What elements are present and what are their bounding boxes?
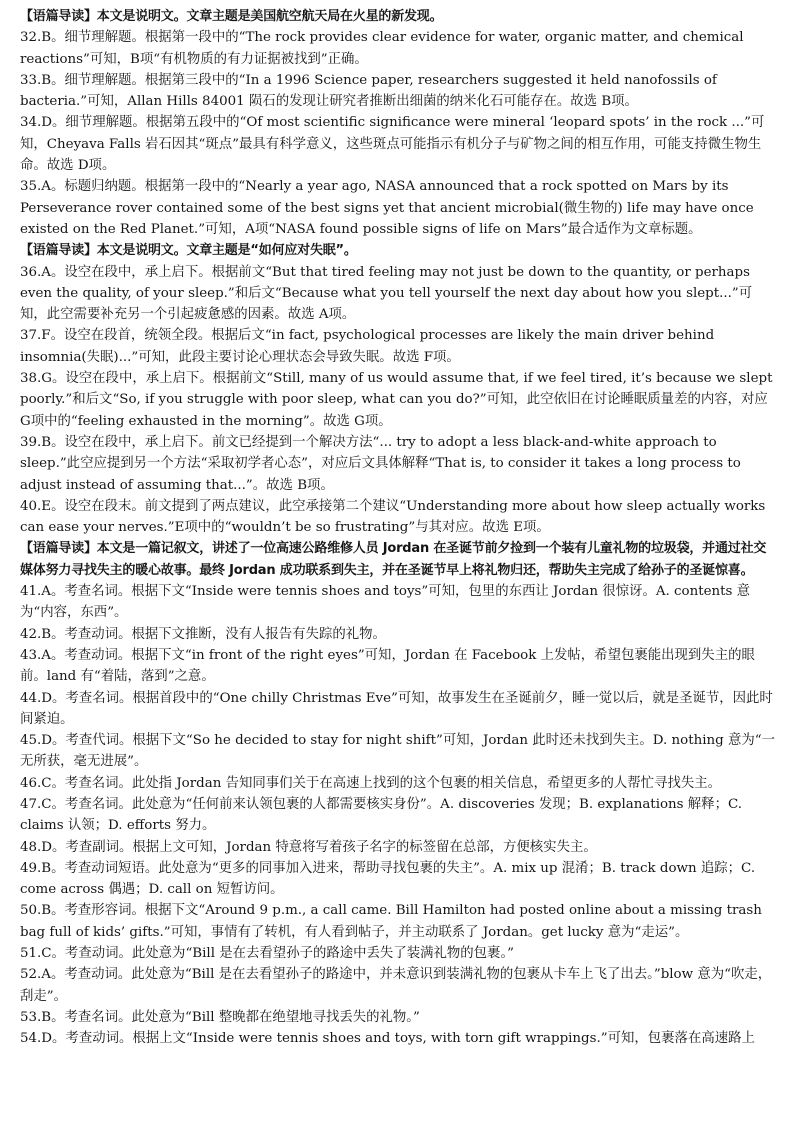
answer-item: 38.G。设空在段中，承上启下。根据前文“Still, many of us would assume that, if we feel tired, it’s because we slept poorly.”和后文“So, if you struggle with poor sleep, what can you do?”可知，此空依旧在讨论睡眠质量差的内容，对应 G项中的“feeling exhausted in the morning”。故选 G项。 <box>20 371 773 429</box>
answer-item: 42.B。考查动词。根据下文推断，没有人报告有失踪的礼物。 <box>20 626 386 642</box>
reading-guide: 【语篇导读】本文是说明文。文章主题是美国航空航天局在火星的新发现。 <box>20 9 443 24</box>
section-christmas-story <box>20 538 778 1049</box>
answer-item: 53.B。考查名词。此处意为“Bill 整晚都在绝望地寻找丢失的礼物。” <box>20 1009 420 1025</box>
answer-item: 49.B。考查动词短语。此处意为“更多的同事加入进来，帮助寻找包裹的失主”。A. mix up 混淆；B. track down 追踪；C. come across 偶遇；D. call on 短暂访问。 <box>20 860 756 898</box>
answer-item: 52.A。考查动词。此处意为“Bill 是在去看望孙子的路途中，并未意识到装满礼物的包裹从卡车上飞了出去。”blow 意为“吹走，刮走”。 <box>20 967 772 1004</box>
answer-item: 48.D。考查副词。根据上文可知，Jordan 特意将写着孩子名字的标签留在总部，方便核实失主。 <box>20 839 597 855</box>
answer-item: 39.B。设空在段中，承上启下。前文已经提到一个解决方法“... try to adopt a less black-and-white approach to sleep.”此空应提到另一个方法“采取初学者心态”，对应后文具体解释“That is, to consider it takes a long process to adjust instead of assuming that...”。故选 B项。 <box>20 434 741 493</box>
answer-item: 45.D。考查代词。根据下文“So he decided to stay for night shift”可知，Jordan 此时还未找到失主。D. nothing 意为“一无所获，毫无进展”。 <box>20 733 775 770</box>
answer-item: 34.D。细节理解题。根据第五段中的“Of most scientific significance were mineral ‘leopard spots’ in the rock ...”可知，Cheyava Falls 岩石因其“斑点”最具有科学意义，这些斑点可能指示有机分子与矿物之间的相互作用，可能支持微生物生命。故选 D项。 <box>20 115 765 174</box>
answer-item: 33.B。细节理解题。根据第三段中的“In a 1996 Science paper, researchers suggested it held nanofossils of bacteria.”可知，Allan Hills 84001 陨石的发现让研究者推断出细菌的纳米化石可能存在。故选 B项。 <box>20 72 717 110</box>
answer-item: 32.B。细节理解题。根据第一段中的“The rock provides clear evidence for water, organic matter, and chemical reactions”可知，B项“有机物质的有力证据被找到”正确。 <box>20 30 744 67</box>
reading-guide: 【语篇导读】本文是说明文。文章主题是“如何应对失眠”。 <box>20 243 357 259</box>
answer-item: 36.A。设空在段中，承上启下。根据前文“But that tired feeling may not just be down to the quantity, or perhaps even the quality, of your sleep.”和后文“Because what you tell yourself the next day about how you slept...”可知，此空需要补充另一个引起疲惫感的因素。故选 A项。 <box>20 264 753 323</box>
reading-guide: 【语篇导读】本文是一篇记叙文，讲述了一位高速公路维修人员 Jordan 在圣诞节前夕捡到一个装有儿童礼物的垃圾袋，并通过社交媒体努力寻找失主的暖心故事。最终 Jordan 成功联系到失主，并在圣诞节早上将礼物归还，帮助失主完成了给孙子的圣诞惊喜。 <box>20 541 767 578</box>
answer-item: 41.A。考查名词。根据下文“Inside were tennis shoes and toys”可知，包里的东西让 Jordan 很惊讶。A. contents 意为“内容，东西”。 <box>20 584 751 621</box>
answer-item: 44.D。考查名词。根据首段中的“One chilly Christmas Eve”可知，故事发生在圣诞前夕，睡一觉以后，就是圣诞节，因此时间紧迫。 <box>20 690 773 727</box>
answer-item: 54.D。考查动词。根据上文“Inside were tennis shoes and toys, with torn gift wrappings.”可知，包裹落在高速路上 <box>20 1031 755 1047</box>
answer-item: 43.A。考查动词。根据下文“in front of the right eyes”可知，Jordan 在 Facebook 上发帖，希望包裹能出现到失主的眼前。land 有“着陆，落到”之意。 <box>20 647 755 685</box>
section-mars <box>20 6 778 240</box>
answer-item: 46.C。考查名词。此处指 Jordan 告知同事们关于在高速上找到的这个包裹的相关信息，希望更多的人帮忙寻找失主。 <box>20 775 722 791</box>
section-insomnia <box>20 240 778 538</box>
answer-item: 37.F。设空在段首，统领全段。根据后文“in fact, psychological processes are likely the main driver behind insomnia(失眠)...”可知，此段主要讨论心理状态会导致失眠。故选 F项。 <box>20 328 715 365</box>
answer-item: 51.C。考查动词。此处意为“Bill 是在去看望孙子的路途中丢失了装满礼物的包裹。” <box>20 946 514 962</box>
answer-item: 50.B。考查形容词。根据下文“Around 9 p.m., a call came. Bill Hamilton had posted online about a missing trash bag full of kids’ gifts.”可知，事情有了转机，有人看到帖子，并主动联系了 Jordan。get lucky 意为“走运”。 <box>20 903 762 940</box>
answer-item: 40.E。设空在段末。前文提到了两点建议，此空承接第二个建议“Understanding more about how sleep actually works can ease your nerves.”E项中的“wouldn’t be so frustrating”与其对应。故选 E项。 <box>20 498 766 536</box>
answer-item: 35.A。标题归纳题。根据第一段中的“Nearly a year ago, NASA announced that a rock spotted on Mars by its Perseverance rover contained some of the best signs yet that ancient microbial(微生物的) life may have once existed on the Red Planet.”可知，A项“NASA found possible signs of life on Mars”最合适作为文章标题。 <box>20 179 754 237</box>
answer-item: 47.C。考查名词。此处意为“任何前来认领包裹的人都需要核实身份”。A. discoveries 发现；B. explanations 解释；C. claims 认领；D. efforts 努力。 <box>20 796 742 834</box>
